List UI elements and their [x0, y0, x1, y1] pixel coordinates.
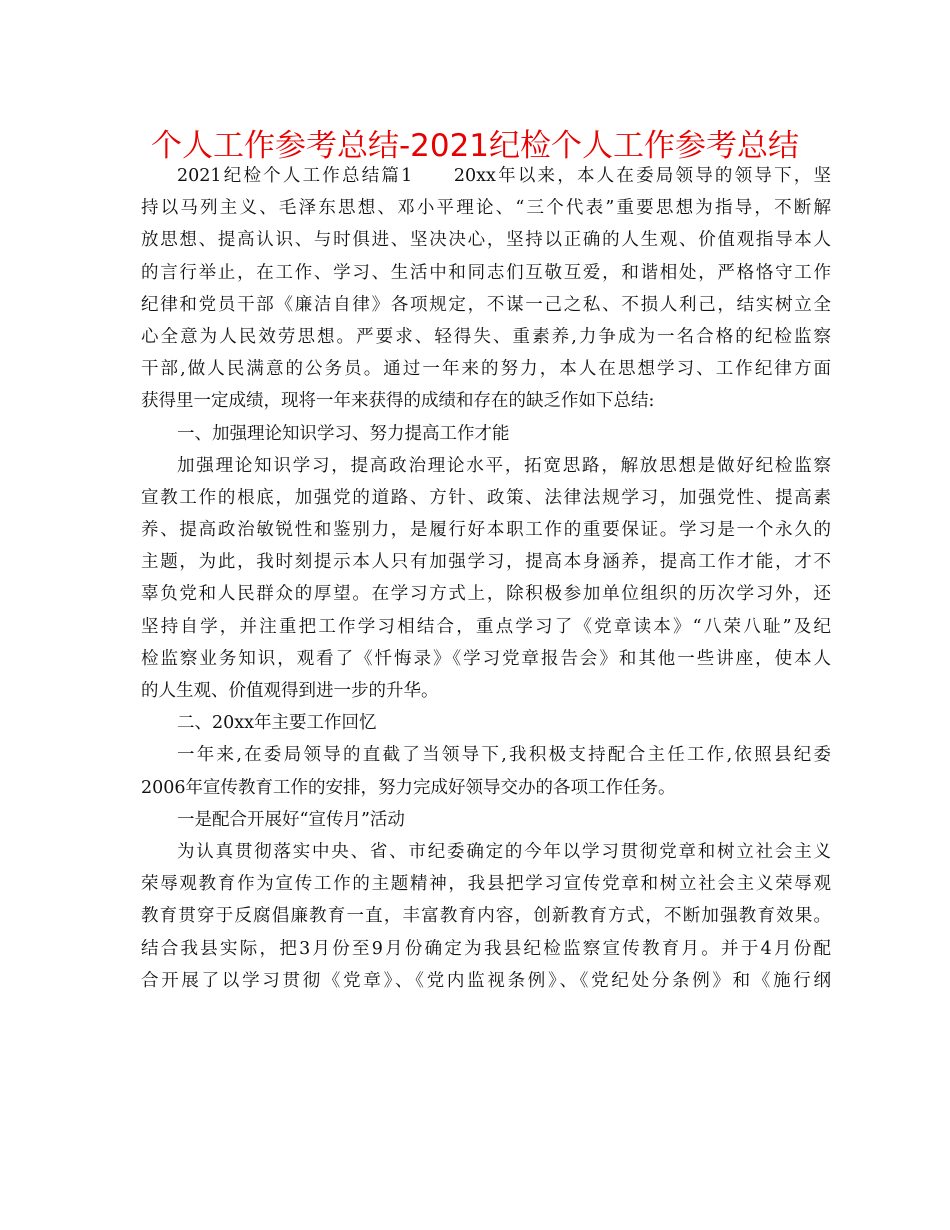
- text-line: 教育贯穿于反腐倡廉教育一直，丰富教育内容，创新教育方式，不断加强教育效果。: [141, 906, 831, 927]
- text-line: 主题，为此，我时刻提示本人只有加强学习，提高本身涵养，提高工作才能，才不: [141, 552, 831, 573]
- text-line: 的人生观、价值观得到进一步的升华。: [141, 681, 439, 701]
- document-body: [141, 160, 831, 997]
- text-line: 荣辱观教育作为宣传工作的主题精神，我县把学习宣传党章和树立社会主义荣辱观: [141, 874, 831, 895]
- text-line: 为认真贯彻落实中央、省、市纪委确定的今年以学习贯彻党章和树立社会主义: [177, 841, 831, 862]
- text-line: 2006年宣传教育工作的安排，努力完成好领导交办的各项工作任务。: [141, 777, 676, 798]
- document-title: 个人工作参考总结-2021纪检个人工作参考总结: [150, 128, 800, 164]
- text-line: 的言行举止，在工作、学习、生活中和同志们互敬互爱，和谐相处，严格恪守工作: [141, 262, 831, 283]
- text-line: 干部,做人民满意的公务员。通过一年来的努力，本人在思想学习、工作纪律方面: [141, 359, 831, 380]
- text-line: 心全意为人民效劳思想。严要求、轻得失、重素养,力争成为一名合格的纪检监察: [141, 326, 831, 347]
- subsection-heading: 一是配合开展好“宣传月”活动: [177, 809, 405, 830]
- section-heading: 一、加强理论知识学习、努力提高工作才能: [177, 423, 510, 444]
- text-line: 坚持自学，并注重把工作学习相结合，重点学习了《党章读本》“八荣八耻”及纪: [141, 616, 831, 637]
- text-line: 宣教工作的根底，加强党的道路、方针、政策、法律法规学习，加强党性、提高素: [141, 487, 831, 508]
- text-line: 加强理论知识学习，提高政治理论水平，拓宽思路，解放思想是做好纪检监察: [177, 455, 831, 476]
- text-line: 持以马列主义、毛泽东思想、邓小平理论、“三个代表”重要思想为指导，不断解: [141, 198, 831, 219]
- text-line: 养、提高政治敏锐性和鉴别力，是履行好本职工作的重要保证。学习是一个永久的: [141, 520, 831, 541]
- text-line: 结合我县实际，把3月份至9月份确定为我县纪检监察宣传教育月。并于4月份配: [141, 938, 831, 959]
- text-line: 一年来,在委局领导的直截了当领导下,我积极支持配合主任工作,依照县纪委: [177, 745, 831, 766]
- section-heading: 二、20xx年主要工作回忆: [177, 713, 377, 734]
- text-line: 获得里一定成绩，现将一年来获得的成绩和存在的缺乏作如下总结:: [141, 391, 655, 412]
- text-line: 放思想、提高认识、与时俱进、坚决决心，坚持以正确的人生观、价值观指导本人: [141, 230, 831, 251]
- text-line: 合开展了以学习贯彻《党章》、《党内监视条例》、《党纪处分条例》和《施行纲: [141, 970, 831, 991]
- text-line: 2021纪检个人工作总结篇1 20xx年以来，本人在委局领导的领导下，坚: [177, 166, 831, 186]
- text-line: 纪律和党员干部《廉洁自律》各项规定，不谋一己之私、不损人利己，结实树立全: [141, 294, 831, 315]
- text-line: 检监察业务知识，观看了《忏悔录》《学习党章报告会》和其他一些讲座，使本人: [141, 648, 831, 669]
- text-line: 辜负党和人民群众的厚望。在学习方式上，除积极参加单位组织的历次学习外，还: [141, 584, 831, 605]
